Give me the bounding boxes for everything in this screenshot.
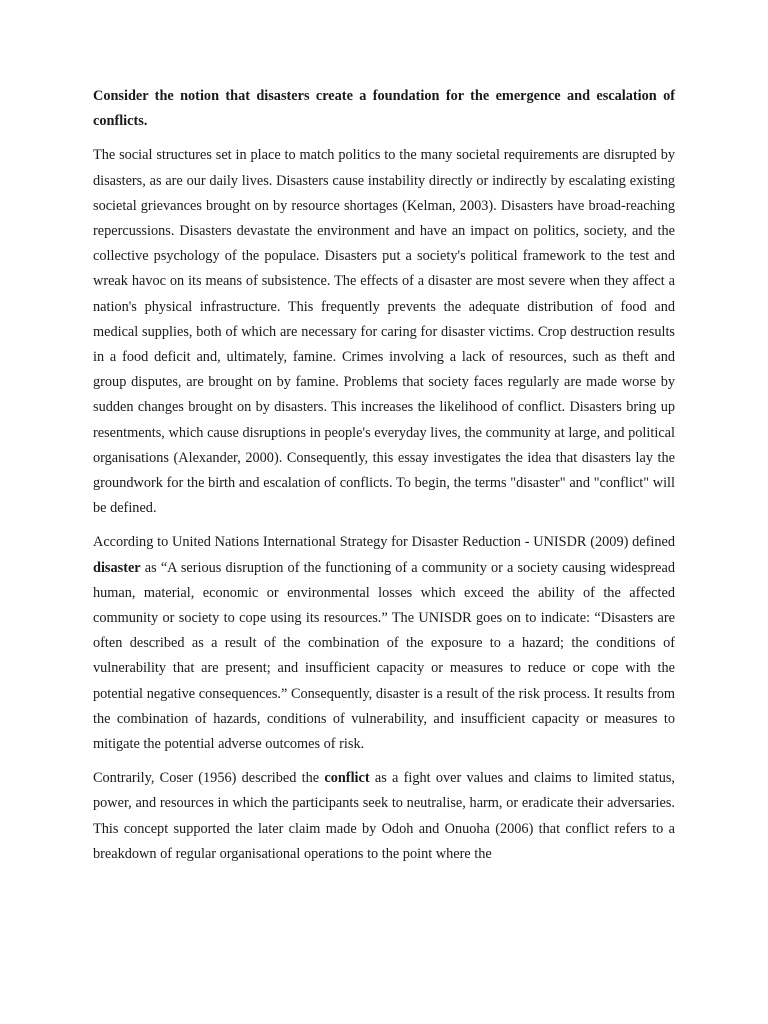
paragraph-text: Contrarily, Coser (1956) described the <box>93 770 325 787</box>
conflict-definition-paragraph <box>93 766 675 867</box>
term-disaster: disaster <box>93 559 141 576</box>
paragraph-text: According to United Nations International Strategy for Disaster Reduction - UNISDR (2009) defined <box>93 534 675 551</box>
essay-question-heading: Consider the notion that disasters create a foundation for the emergence and escalation of conflicts. <box>93 88 675 130</box>
disaster-definition-paragraph <box>93 530 675 757</box>
paragraph-text: as “A serious disruption of the functioning of a community or a society causing widespread human, material, economic or environmental losses which exceed the ability of the affected community or society to cope using its resources.” The UNISDR goes on to indicate: “Disasters are often described as a result of the combination of the exposure to a hazard; the conditions of vulnerability that are present; and insufficient capacity or measures to reduce or cope with the potential negative consequences.” Consequently, disaster is a result of the risk process. It results from the combination of hazards, conditions of vulnerability, and insufficient capacity or measures to mitigate the potential adverse outcomes of risk. <box>93 559 675 753</box>
paragraph-text: as a fight over values and claims to limited status, power, and resources in which the participants seek to neutralise, harm, or eradicate their adversaries. This concept supported the later claim made by Odoh and Onuoha (2006) that conflict refers to a breakdown of regular organisational operations to the point where the <box>93 770 675 862</box>
term-conflict: conflict <box>324 770 370 787</box>
document-page <box>93 84 675 876</box>
intro-paragraph: The social structures set in place to match politics to the many societal requirements are disrupted by disasters, as are our daily lives. Disasters cause instability directly or indirectly by escalating existing societal grievances brought on by resource shortages (Kelman, 2003). Disasters have broad-reaching repercussions. Disasters devastate the environment and have an impact on politics, society, and the collective psychology of the populace. Disasters put a society's political framework to the test and wreak havoc on its means of subsistence. The effects of a disaster are most severe when they affect a nation's physical infrastructure. This frequently prevents the adequate distribution of food and medical supplies, both of which are necessary for caring for disaster victims. Crop destruction results in a food deficit and, ultimately, famine. Crimes involving a lack of resources, such as theft and group disputes, are brought on by famine. Problems that society faces regularly are made worse by sudden changes brought on by disasters. This increases the likelihood of conflict. Disasters bring up resentments, which cause disruptions in people's everyday lives, the community at large, and political organisations (Alexander, 2000). Consequently, this essay investigates the idea that disasters lay the groundwork for the birth and escalation of conflicts. To begin, the terms "disaster" and "conflict" will be defined. <box>93 147 675 517</box>
